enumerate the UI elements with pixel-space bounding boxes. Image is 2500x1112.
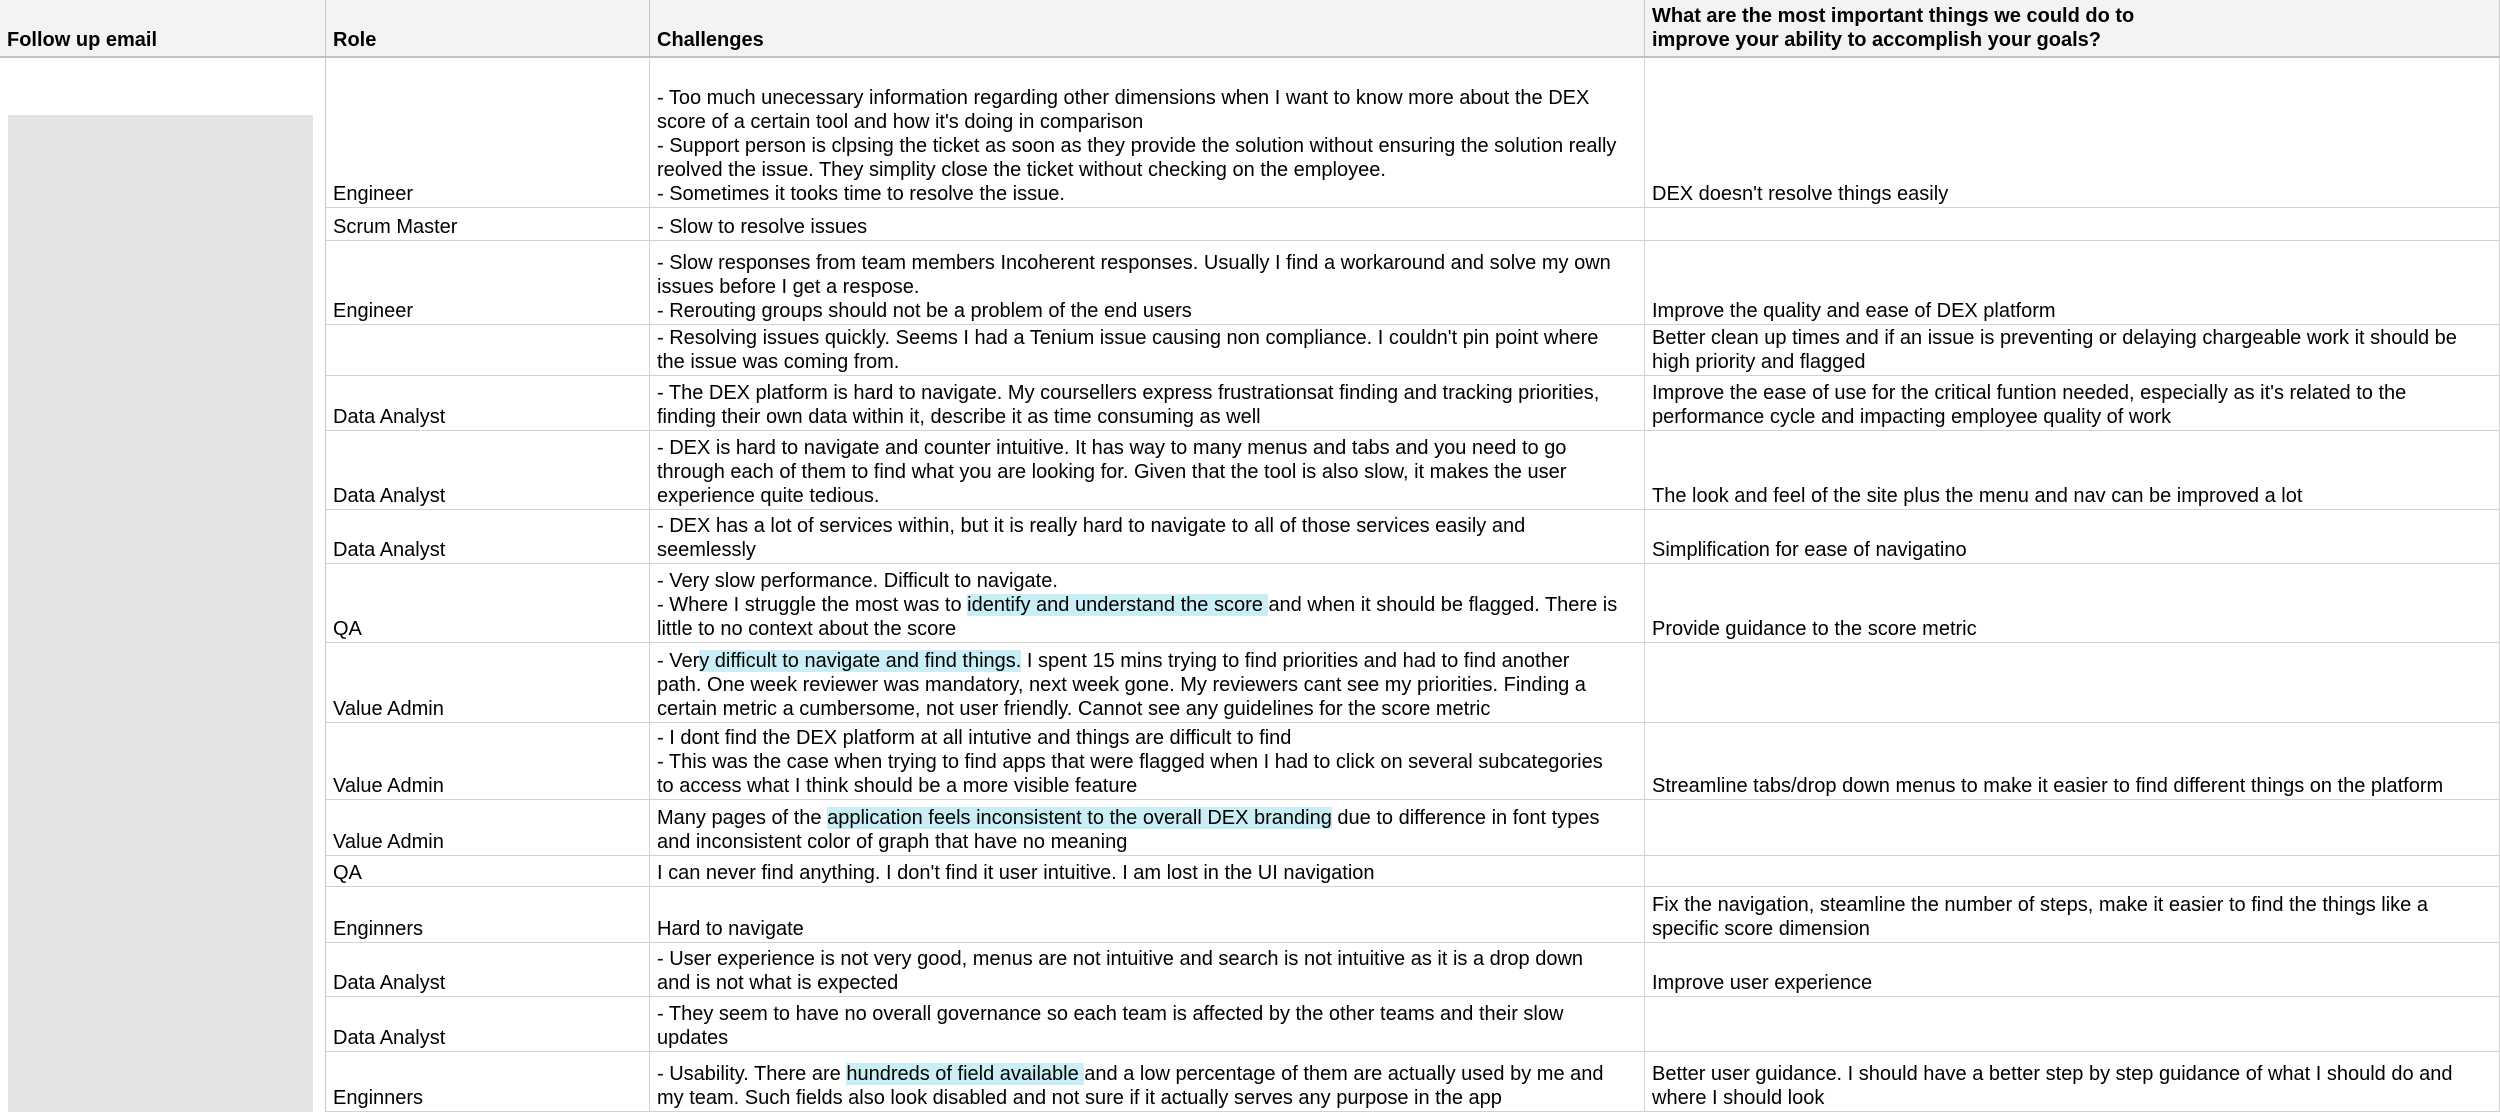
improve-text: Better user guidance. I should have a better step by step guidance of what I should do and where I should look [1652, 1063, 2453, 1109]
challenges-text [657, 917, 1637, 941]
improve-cell[interactable] [1645, 241, 2500, 325]
improve-cell[interactable] [1645, 997, 2500, 1052]
role-cell[interactable] [326, 510, 650, 564]
challenges-cell[interactable] [650, 887, 1645, 943]
header-improvements[interactable]: What are the most important things we could do to improve your ability to accomplish your goals? [1645, 0, 2500, 58]
challenge-text: - DEX has a lot of services within, but it is really hard to navigate to all of those services easily and seemlessly [657, 515, 1526, 561]
challenges-text [657, 514, 1637, 562]
highlighted-text: identify and understand the score [967, 594, 1269, 616]
role-text: Data Analyst [333, 539, 446, 561]
highlighted-text: application feels inconsistent to the overall DEX branding [827, 807, 1332, 829]
improve-cell[interactable] [1645, 58, 2500, 208]
challenge-text: - Resolving issues quickly. Seems I had a Tenium issue causing non compliance. I couldn't pin point where the issue was coming from. [657, 327, 1599, 373]
challenge-text: - The DEX platform is hard to navigate. My coursellers express frustrationsat finding and tracking priorities, finding their own data within it, describe it as time consuming as well [657, 382, 1600, 428]
improve-text: Improve user experience [1652, 972, 1873, 994]
improve-text: Better clean up times and if an issue is preventing or delaying chargeable work it should be high priority and flagged [1652, 327, 2457, 373]
challenges-text [657, 649, 1637, 721]
challenges-cell[interactable] [650, 510, 1645, 564]
challenge-text: - Slow to resolve issues [657, 216, 868, 238]
role-cell[interactable] [326, 376, 650, 431]
improve-text: Simplification for ease of navigatino [1652, 539, 1967, 561]
role-text: Scrum Master [333, 216, 458, 238]
challenge-text: - Very slow performance. Difficult to navigate. - Where I struggle the most was to [657, 570, 1058, 616]
challenges-cell[interactable] [650, 241, 1645, 325]
challenge-text: and when it should be flagged. There is little to no context about the score [657, 594, 1618, 640]
challenges-cell[interactable] [650, 431, 1645, 510]
header-challenges[interactable]: Challenges [650, 0, 1645, 58]
role-text: QA [333, 618, 362, 640]
improve-text: Improve the quality and ease of DEX platform [1652, 300, 2056, 322]
challenges-cell[interactable] [650, 325, 1645, 376]
challenge-text: - User experience is not very good, menus are not intuitive and search is not intuitive as it is a drop down and is not what is expected [657, 948, 1584, 994]
challenges-cell[interactable] [650, 856, 1645, 887]
improve-cell[interactable] [1645, 325, 2500, 376]
improve-cell[interactable] [1645, 510, 2500, 564]
role-cell[interactable] [326, 800, 650, 856]
role-cell[interactable] [326, 431, 650, 510]
improve-text: Improve the ease of use for the critical funtion needed, especially as it's related to the performance cycle and impacting employee quality of work [1652, 382, 2407, 428]
improve-cell[interactable] [1645, 723, 2500, 800]
role-cell[interactable] [326, 241, 650, 325]
challenge-text: and a low percentage of them are actually used by me and my team. Such fields also look disabled and not sure if it actually serves any purpose in the app [657, 1063, 1604, 1109]
role-cell[interactable] [326, 943, 650, 997]
challenges-text [657, 947, 1637, 995]
role-text: Engineer [333, 300, 414, 322]
challenges-text [657, 326, 1637, 374]
improve-cell[interactable] [1645, 943, 2500, 997]
challenges-cell[interactable] [650, 208, 1645, 241]
role-cell[interactable] [326, 997, 650, 1052]
role-text: Enginners [333, 1087, 424, 1109]
challenges-text [657, 569, 1637, 641]
challenges-text [657, 1002, 1637, 1050]
improve-text: Fix the navigation, steamline the number of steps, make it easier to find the things like a specific score dimension [1652, 894, 2428, 940]
improve-text: The look and feel of the site plus the menu and nav can be improved a lot [1652, 485, 2303, 507]
role-text: Data Analyst [333, 1027, 446, 1049]
challenges-text [657, 86, 1637, 206]
improve-text: DEX doesn't resolve things easily [1652, 183, 1949, 205]
challenge-text: due to difference in font types and inconsistent color of graph that have no meaning [657, 807, 1600, 853]
header-role[interactable]: Role [326, 0, 650, 58]
improve-cell[interactable] [1645, 643, 2500, 723]
role-cell[interactable] [326, 643, 650, 723]
improve-cell[interactable] [1645, 431, 2500, 510]
role-text: Data Analyst [333, 485, 446, 507]
challenge-text: I spent 15 mins trying to find priorities and had to find another path. One week reviewer was mandatory, next week gone. My reviewers cant see my priorities. Finding a certain metric a cumbersome, not user friendly. Cannot see any guidelines for the score metric [657, 650, 1586, 720]
highlighted-text: y difficult to navigate and find things. [699, 650, 1022, 672]
improve-cell[interactable] [1645, 1052, 2500, 1112]
challenges-cell[interactable] [650, 943, 1645, 997]
highlighted-text: hundreds of field available [846, 1063, 1085, 1085]
challenges-cell[interactable] [650, 1052, 1645, 1112]
role-text: Enginners [333, 918, 424, 940]
role-cell[interactable] [326, 325, 650, 376]
challenge-text: - I dont find the DEX platform at all intutive and things are difficult to find - This was the case when trying to find apps that were flagged when I had to click on several subcategories to access what I think should be a more visible feature [657, 727, 1603, 797]
challenge-text: I can never find anything. I don't find it user intuitive. I am lost in the UI navigation [657, 862, 1375, 884]
challenge-text: - Ver [657, 650, 700, 672]
role-text: QA [333, 862, 362, 884]
challenge-text: Hard to navigate [657, 918, 804, 940]
role-text: Value Admin [333, 698, 444, 720]
challenges-text [657, 251, 1637, 323]
improve-text: Provide guidance to the score metric [1652, 618, 1977, 640]
challenges-text [657, 726, 1637, 798]
role-text: Data Analyst [333, 406, 446, 428]
role-cell[interactable] [326, 564, 650, 643]
improve-cell[interactable] [1645, 208, 2500, 241]
challenges-cell[interactable] [650, 58, 1645, 208]
challenges-cell[interactable] [650, 564, 1645, 643]
challenges-cell[interactable] [650, 723, 1645, 800]
role-cell[interactable] [326, 58, 650, 208]
challenges-cell[interactable] [650, 997, 1645, 1052]
role-cell[interactable] [326, 208, 650, 241]
challenge-text: - They seem to have no overall governance so each team is affected by the other teams and their slow updates [657, 1003, 1564, 1049]
role-text: Value Admin [333, 831, 444, 853]
challenges-text [657, 215, 1637, 239]
challenges-text [657, 1062, 1637, 1110]
improve-cell[interactable] [1645, 856, 2500, 887]
improve-cell[interactable] [1645, 887, 2500, 943]
challenge-text: Many pages of the [657, 807, 828, 829]
improve-cell[interactable] [1645, 800, 2500, 856]
challenges-text [657, 381, 1637, 429]
improve-cell[interactable] [1645, 376, 2500, 431]
redacted-emails [8, 115, 313, 1112]
challenges-text [657, 436, 1637, 508]
challenge-text: - Slow responses from team members Incoherent responses. Usually I find a workaround and solve my own issues before I get a respose. - Rerouting groups should not be a problem of the end users [657, 252, 1611, 322]
role-cell[interactable] [326, 856, 650, 887]
challenges-text [657, 806, 1637, 854]
improve-text: Streamline tabs/drop down menus to make it easier to find different things on the platform [1652, 775, 2444, 797]
challenge-text: - Usability. There are [657, 1063, 847, 1085]
improve-cell[interactable] [1645, 564, 2500, 643]
challenges-cell[interactable] [650, 800, 1645, 856]
role-text: Value Admin [333, 775, 444, 797]
role-cell[interactable] [326, 1052, 650, 1112]
role-cell[interactable] [326, 887, 650, 943]
challenge-text: - DEX is hard to navigate and counter intuitive. It has way to many menus and tabs and you need to go through each of them to find what you are looking for. Given that the tool is also slow, it makes the user experience quite tedious. [657, 437, 1567, 507]
challenges-cell[interactable] [650, 376, 1645, 431]
role-cell[interactable] [326, 723, 650, 800]
role-text: Data Analyst [333, 972, 446, 994]
challenges-text [657, 861, 1637, 885]
role-text: Engineer [333, 183, 414, 205]
header-follow-up-email[interactable]: Follow up email [0, 0, 326, 58]
challenges-cell[interactable] [650, 643, 1645, 723]
challenge-text: - Too much unecessary information regarding other dimensions when I want to know more about the DEX score of a certain tool and how it's doing in comparison - Support person is clpsing the ticket as soon as they provide the solution without ensuring the solution really reolved the issue. They simplity close the ticket without checking on the employee. - Sometimes it tooks time to resolve the issue. [657, 87, 1617, 205]
